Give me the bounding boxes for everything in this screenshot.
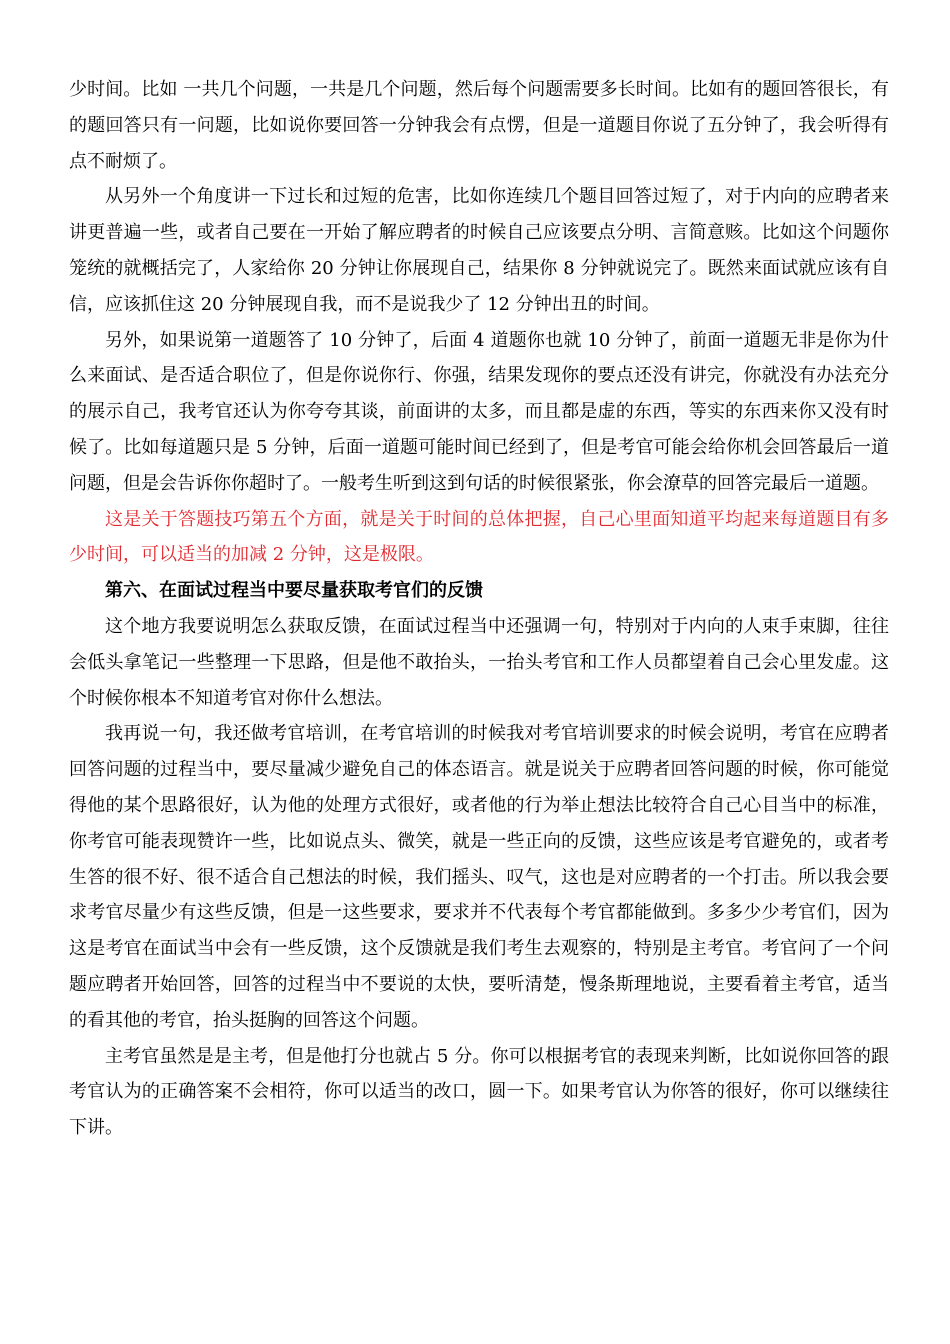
section-heading-sixth: 第六、在面试过程当中要尽量获取考官们的反馈 xyxy=(105,580,483,602)
paragraph-chief-examiner: 主考官虽然是是主考，但是他打分也就占 5 分。你可以根据考官的表现来判断，比如说你回答的跟考官认为的正确答案不会相符，你可以适当的改口，圆一下。如果考官认为你答的很好，你可以继续往下讲。 xyxy=(69,1045,889,1139)
paragraph-getting-feedback: 这个地方我要说明怎么获取反馈，在面试过程当中还强调一句，特别对于内向的人束手束脚，往往会低头拿笔记一些整理一下思路，但是他不敢抬头，一抬头考官和工作人员都望着自己会心里发虚。这个时候你根本不知道考官对你什么想法。 xyxy=(69,615,889,709)
document-page xyxy=(69,72,889,1146)
paragraph-time-allocation-continued: 少时间。比如 一共几个问题，一共是几个问题，然后每个问题需要多长时间。比如有的题回答很长，有的题回答只有一问题，比如说你要回答一分钟我会有点愣，但是一道题目你说了五分钟了，我会听得有点不耐烦了。 xyxy=(69,79,889,172)
paragraph-examiner-training: 我再说一句，我还做考官培训，在考官培训的时候我对考官培训要求的时候会说明，考官在应聘者回答问题的过程当中，要尽量减少避免自己的体态语言。就是说关于应聘者回答问题的时候，你可能觉得他的某个思路很好，认为他的处理方式很好，或者他的行为举止想法比较符合自己心目当中的标准，你考官可能表现赞许一些，比如说点头、微笑，就是一些正向的反馈，这些应该是考官避免的，或者考生答的很不好、很不适合自己想法的时候，我们摇头、叹气，这也是对应聘者的一个打击。所以我会要求考官尽量少有这些反馈，但是一这些要求，要求并不代表每个考官都能做到。多多少少考官们，因为这是考官在面试当中会有一些反馈，这个反馈就是我们考生去观察的，特别是主考官。考官问了一个问题应聘者开始回答，回答的过程当中不要说的太快，要听清楚，慢条斯理地说，主要看着主考官，适当的看其他的考官，抬头挺胸的回答这个问题。 xyxy=(69,723,889,1031)
paragraph-first-question-example: 另外，如果说第一道题答了 10 分钟了，后面 4 道题你也就 10 分钟了，前面一道题无非是你为什么来面试、是否适合职位了，但是你说你行、你强，结果发现你的要点还没有讲完，你就没有办法充分的展示自己，我考官还认为你夸夸其谈，前面讲的太多，而且都是虚的东西，等实的东西来你又没有时候了。比如每道题只是 5 分钟，后面一道题可能时间已经到了，但是考官可能会给你机会回答最后一道问题，但是会告诉你你超时了。一般考生听到这到句话的时候很紧张，你会潦草的回答完最后一道题。 xyxy=(69,329,889,494)
paragraph-fifth-tip-summary: 这是关于答题技巧第五个方面，就是关于时间的总体把握，自己心里面知道平均起来每道题目有多少时间，可以适当的加减 2 分钟，这是极限。 xyxy=(69,508,889,566)
paragraph-too-long-too-short: 从另外一个角度讲一下过长和过短的危害，比如你连续几个题目回答过短了，对于内向的应聘者来讲更普遍一些，或者自己要在一开始了解应聘者的时候自己应该要点分明、言简意赅。比如这个问题你笼统的就概括完了，人家给你 20 分钟让你展现自己，结果你 8 分钟就说完了。既然来面试就应该有自信，应该抓住这 20 分钟展现自我，而不是说我少了 12 分钟出丑的时间。 xyxy=(69,186,889,315)
